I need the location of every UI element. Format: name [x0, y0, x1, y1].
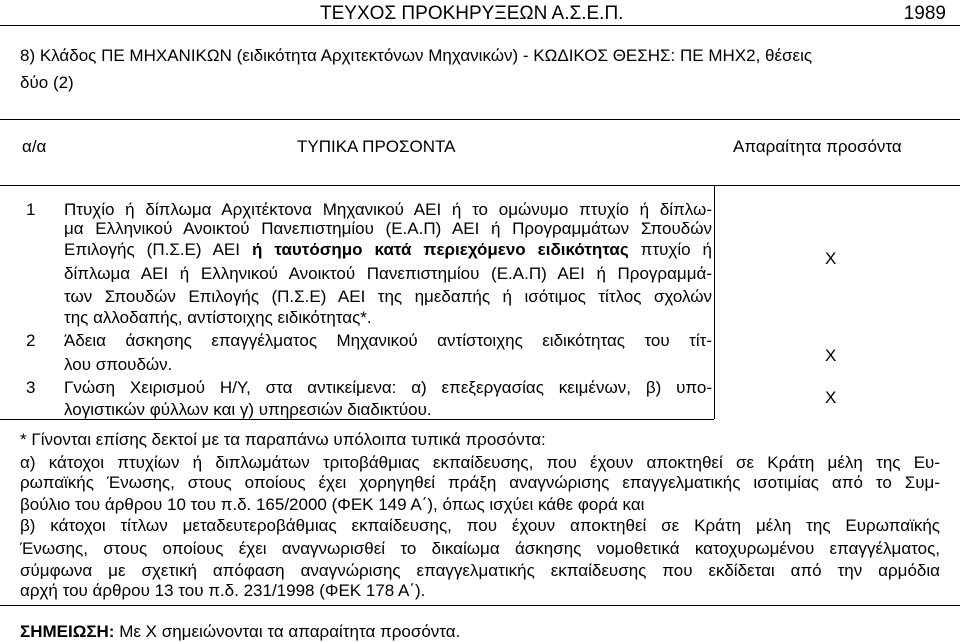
row1-line4: δίπλωμα ΑΕΙ ή Ελληνικού Ανοικτού Πανεπιστημίου (Ε.Α.Π) ΑΕΙ ή Προγραμμά-	[64, 264, 712, 283]
row3-line2: λογιστικών φύλλων και γ) υπηρεσιών διαδικτύου.	[64, 400, 432, 419]
row3-line1: Γνώση Χειρισμού Η/Υ, στα αντικείμενα: α) επεξεργασίας κειμένων, β) υπο-	[64, 378, 712, 397]
column-divider	[714, 185, 715, 419]
col-header-qualifications: ΤΥΠΙΚΑ ΠΡΟΣΟΝΤΑ	[297, 137, 456, 156]
footnote-line5: β) κάτοχοι τίτλων μεταδευτεροβάθμιας εκπαίδευσης, που έχουν αποκτηθεί σε Κράτη μέλη της Ευρωπαϊκής	[20, 516, 940, 535]
note	[20, 622, 460, 642]
footnote-bottom-rule	[0, 605, 960, 606]
col-header-required: Απαραίτητα προσόντα	[733, 137, 902, 156]
table-header-rule	[0, 185, 960, 186]
row1-mark: X	[825, 249, 837, 268]
row2-line2: λου σπουδών.	[64, 355, 173, 374]
row1-line5: των Σπουδών Επιλογής (Π.Σ.Ε) ΑΕΙ της ημεδαπής ή ισότιμος τίτλος σχολών	[64, 287, 712, 306]
row2-num: 2	[26, 331, 36, 350]
row1-line1: Πτυχίο ή δίπλωμα Αρχιτέκτονα Μηχανικού ΑΕΙ ή το ομώνυμο πτυχίο ή δίπλω-	[64, 200, 712, 219]
page-number: 1989	[903, 3, 946, 24]
table-bottom-rule	[0, 419, 714, 420]
col-header-num: α/α	[22, 137, 47, 156]
row1-num: 1	[26, 200, 36, 219]
note-text: Με X σημειώνονται τα απαραίτητα προσόντα.	[114, 622, 461, 641]
row3-num: 3	[26, 378, 36, 397]
footnote-line3: ρωπαϊκής Ένωσης, στους οποίους έχει χορηγηθεί πράξη αναγνώρισης επαγγελματικής ισοτιμίας από το Συμ-	[20, 473, 940, 492]
row3-mark: X	[825, 388, 837, 407]
row1-line3: Επιλογής (Π.Σ.Ε) ΑΕΙ ή ταυτόσημο κατά περιεχόμενο ειδικότητας πτυχίο ή	[64, 240, 712, 259]
section-title-line1: 8) Κλάδος ΠΕ ΜΗΧΑΝΙΚΩΝ (ειδικότητα Αρχιτεκτόνων Μηχανικών) - ΚΩΔΙΚΟΣ ΘΕΣΗΣ: ΠΕ ΜΗΧ2, θέσεις	[20, 46, 813, 65]
footnote-line8: αρχή του άρθρου 13 του π.δ. 231/1998 (ΦΕΚ 178 Α΄).	[20, 581, 426, 600]
row1-line2: μα Ελληνικού Ανοικτού Πανεπιστημίου (Ε.Α.Π) ΑΕΙ ή Προγραμμάτων Σπουδών	[64, 219, 712, 238]
section-title-line2: δύο (2)	[20, 73, 74, 92]
row2-mark: X	[825, 346, 837, 365]
row1-line6: της αλλοδαπής, αντίστοιχης ειδικότητας*.	[64, 308, 372, 327]
header-rule	[0, 25, 960, 26]
publication-title: ΤΕΥΧΟΣ ΠΡΟΚΗΡΥΞΕΩΝ Α.Σ.Ε.Π.	[320, 3, 624, 24]
note-label: ΣΗΜΕΙΩΣΗ:	[20, 622, 115, 641]
footnote-line6: Ένωσης, στους οποίους έχει αναγνωρισθεί το δικαίωμα άσκησης νομοθετικά κατοχυρωμένου επαγγέλματος,	[20, 539, 940, 558]
table-top-rule	[0, 119, 960, 120]
footnote-line2: α) κάτοχοι πτυχίων ή διπλωμάτων τριτοβάθμιας εκπαίδευσης, που έχουν αποκτηθεί σε Κράτη μέλη της Ευ-	[20, 453, 940, 472]
row2-line1: Άδεια άσκησης επαγγέλματος Μηχανικού αντίστοιχης ειδικότητας του τίτ-	[64, 331, 712, 350]
footnote-line4: βούλιο του άρθρου 10 του π.δ. 165/2000 (ΦΕΚ 149 Α΄), όπως ισχύει κάθε φορά και	[20, 495, 645, 514]
footnote-line1: * Γίνονται επίσης δεκτοί με τα παραπάνω υπόλοιπα τυπικά προσόντα:	[20, 430, 546, 449]
footnote-line7: σύμφωνα με σχετική απόφαση αναγνώρισης επαγγελματικής εκπαίδευσης που εκδίδεται από την αρμόδια	[20, 561, 940, 580]
